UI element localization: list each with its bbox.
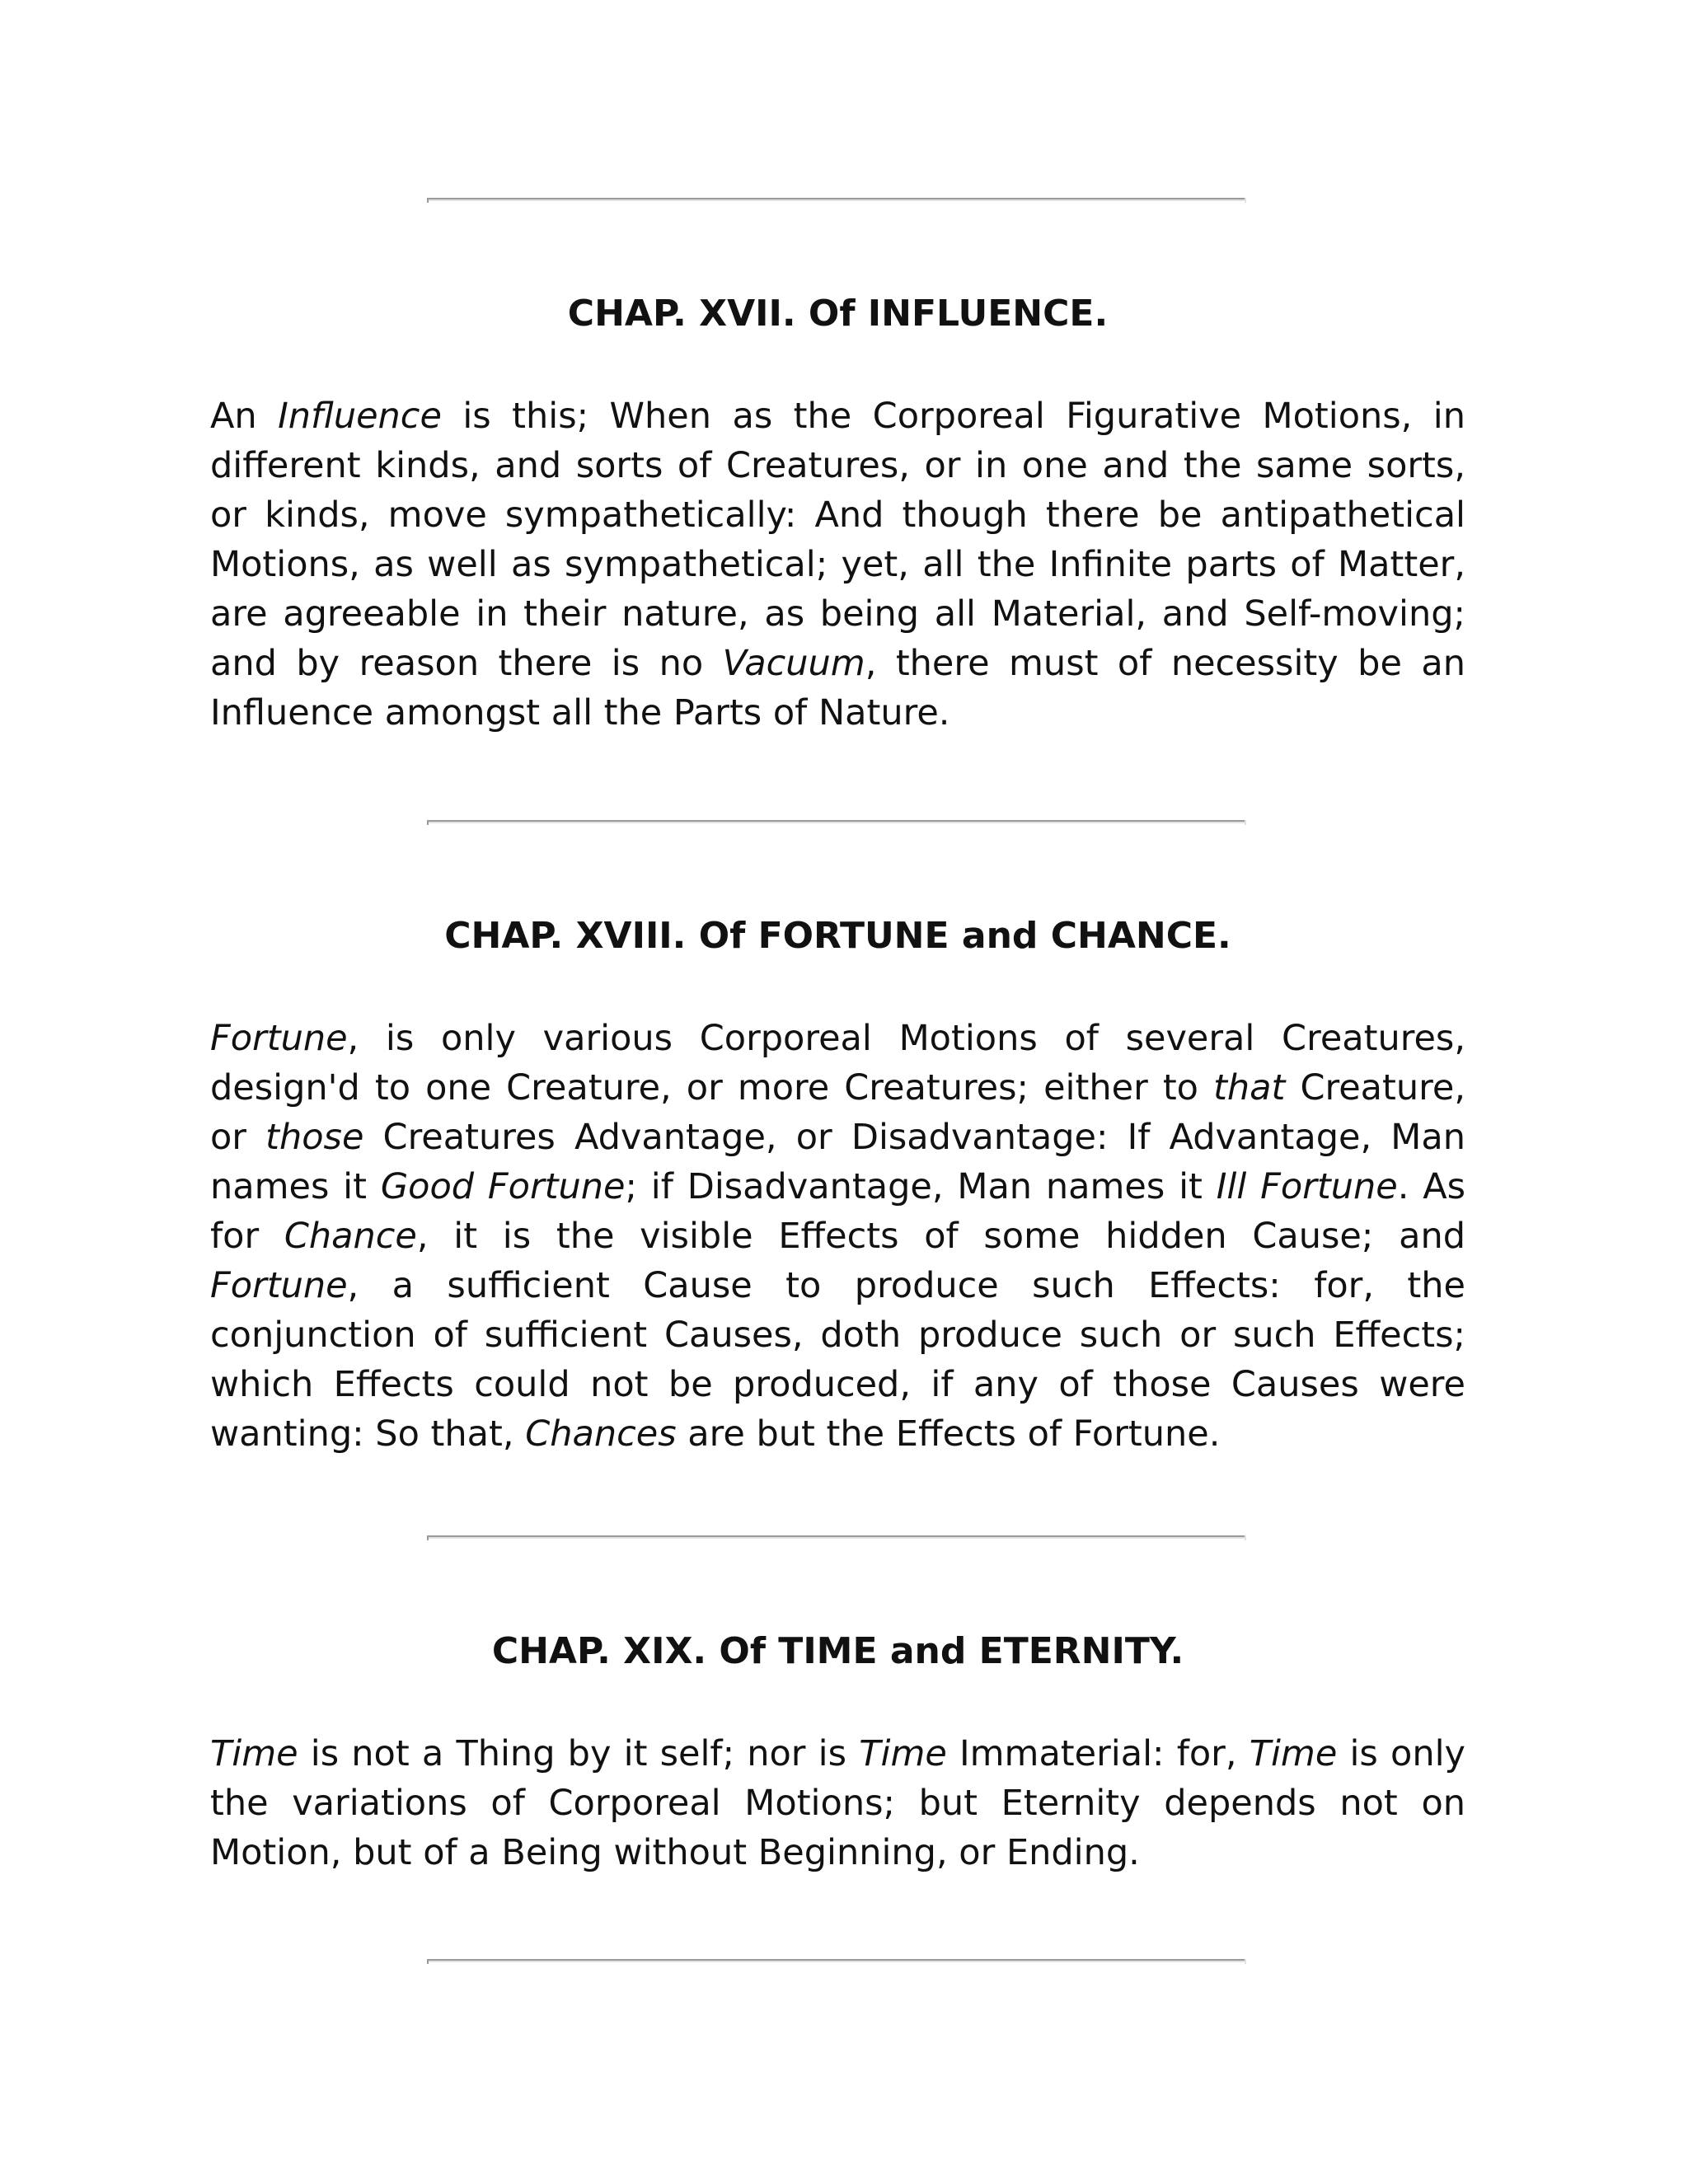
italic-text: those bbox=[265, 1117, 364, 1158]
italic-text: Vacuum bbox=[722, 643, 865, 684]
body-text: ; if Disadvantage, Man names it bbox=[625, 1166, 1217, 1207]
italic-text: Fortune bbox=[210, 1265, 348, 1306]
italic-text: Good Fortune bbox=[380, 1166, 626, 1207]
horizontal-rule bbox=[429, 820, 1245, 823]
body-text: , it is the visible Effects of some hidden Cause; and bbox=[416, 1216, 1465, 1257]
italic-text: Chances bbox=[525, 1413, 677, 1455]
italic-text: Chance bbox=[284, 1216, 417, 1257]
body-text: is this; When as the Corporeal Figurative Motions, in different kinds, and sorts of Creatures, or in one and the same sorts, or kinds, move sympathetically: And though there be antipathetical Motions, as well as sympathetical; yet, all the Infinite parts of Matter, are agreeable in their nature, as being all Material, and Self-moving; and by reason there is no bbox=[210, 396, 1465, 684]
body-text: are but the Effects of Fortune. bbox=[676, 1413, 1221, 1455]
chapter-body bbox=[210, 1014, 1465, 1459]
italic-text: Ill Fortune bbox=[1216, 1166, 1398, 1207]
horizontal-rule bbox=[429, 1535, 1245, 1539]
body-text: An bbox=[210, 396, 279, 437]
chapter-body bbox=[210, 391, 1465, 738]
body-text: is not a Thing by it self; nor is bbox=[298, 1733, 860, 1774]
chapter-body bbox=[210, 1729, 1465, 1877]
body-text: , is only various Corporeal Motions of several Creatures, design'd to one Creature, or more Creatures; either to bbox=[210, 1018, 1465, 1108]
horizontal-rule bbox=[429, 198, 1245, 201]
body-text: , a sufficient Cause to produce such Effects: for, the conjunction of sufficient Causes, doth produce such or such Effects; which Effects could not be produced, if any of those Causes were wanting: So that, bbox=[210, 1265, 1465, 1455]
italic-text: Time bbox=[210, 1733, 298, 1774]
body-text: Immaterial: for, bbox=[946, 1733, 1250, 1774]
chapter-title: CHAP. XVIII. Of FORTUNE and CHANCE. bbox=[444, 915, 1231, 957]
horizontal-rule bbox=[429, 1959, 1245, 1962]
chapter-title: CHAP. XIX. Of TIME and ETERNITY. bbox=[491, 1630, 1184, 1672]
body-text: . As for bbox=[210, 1166, 1466, 1257]
italic-text: Time bbox=[1249, 1733, 1338, 1774]
italic-text: Time bbox=[859, 1733, 947, 1774]
chapter-title: CHAP. XVII. Of INFLUENCE. bbox=[567, 293, 1109, 335]
body-text: is only the variations of Corporeal Motions; but Eternity depends not on Motion, but of a Being without Beginning, or Ending. bbox=[210, 1733, 1465, 1873]
italic-text: that bbox=[1213, 1067, 1286, 1108]
italic-text: Fortune bbox=[210, 1018, 348, 1059]
body-text: Creature, or bbox=[210, 1067, 1465, 1158]
body-text: Creatures Advantage, or Disadvantage: If Advantage, Man names it bbox=[210, 1117, 1466, 1207]
body-text: , there must of necessity be an Influence amongst all the Parts of Nature. bbox=[210, 643, 1465, 733]
italic-text: Influence bbox=[278, 396, 442, 437]
